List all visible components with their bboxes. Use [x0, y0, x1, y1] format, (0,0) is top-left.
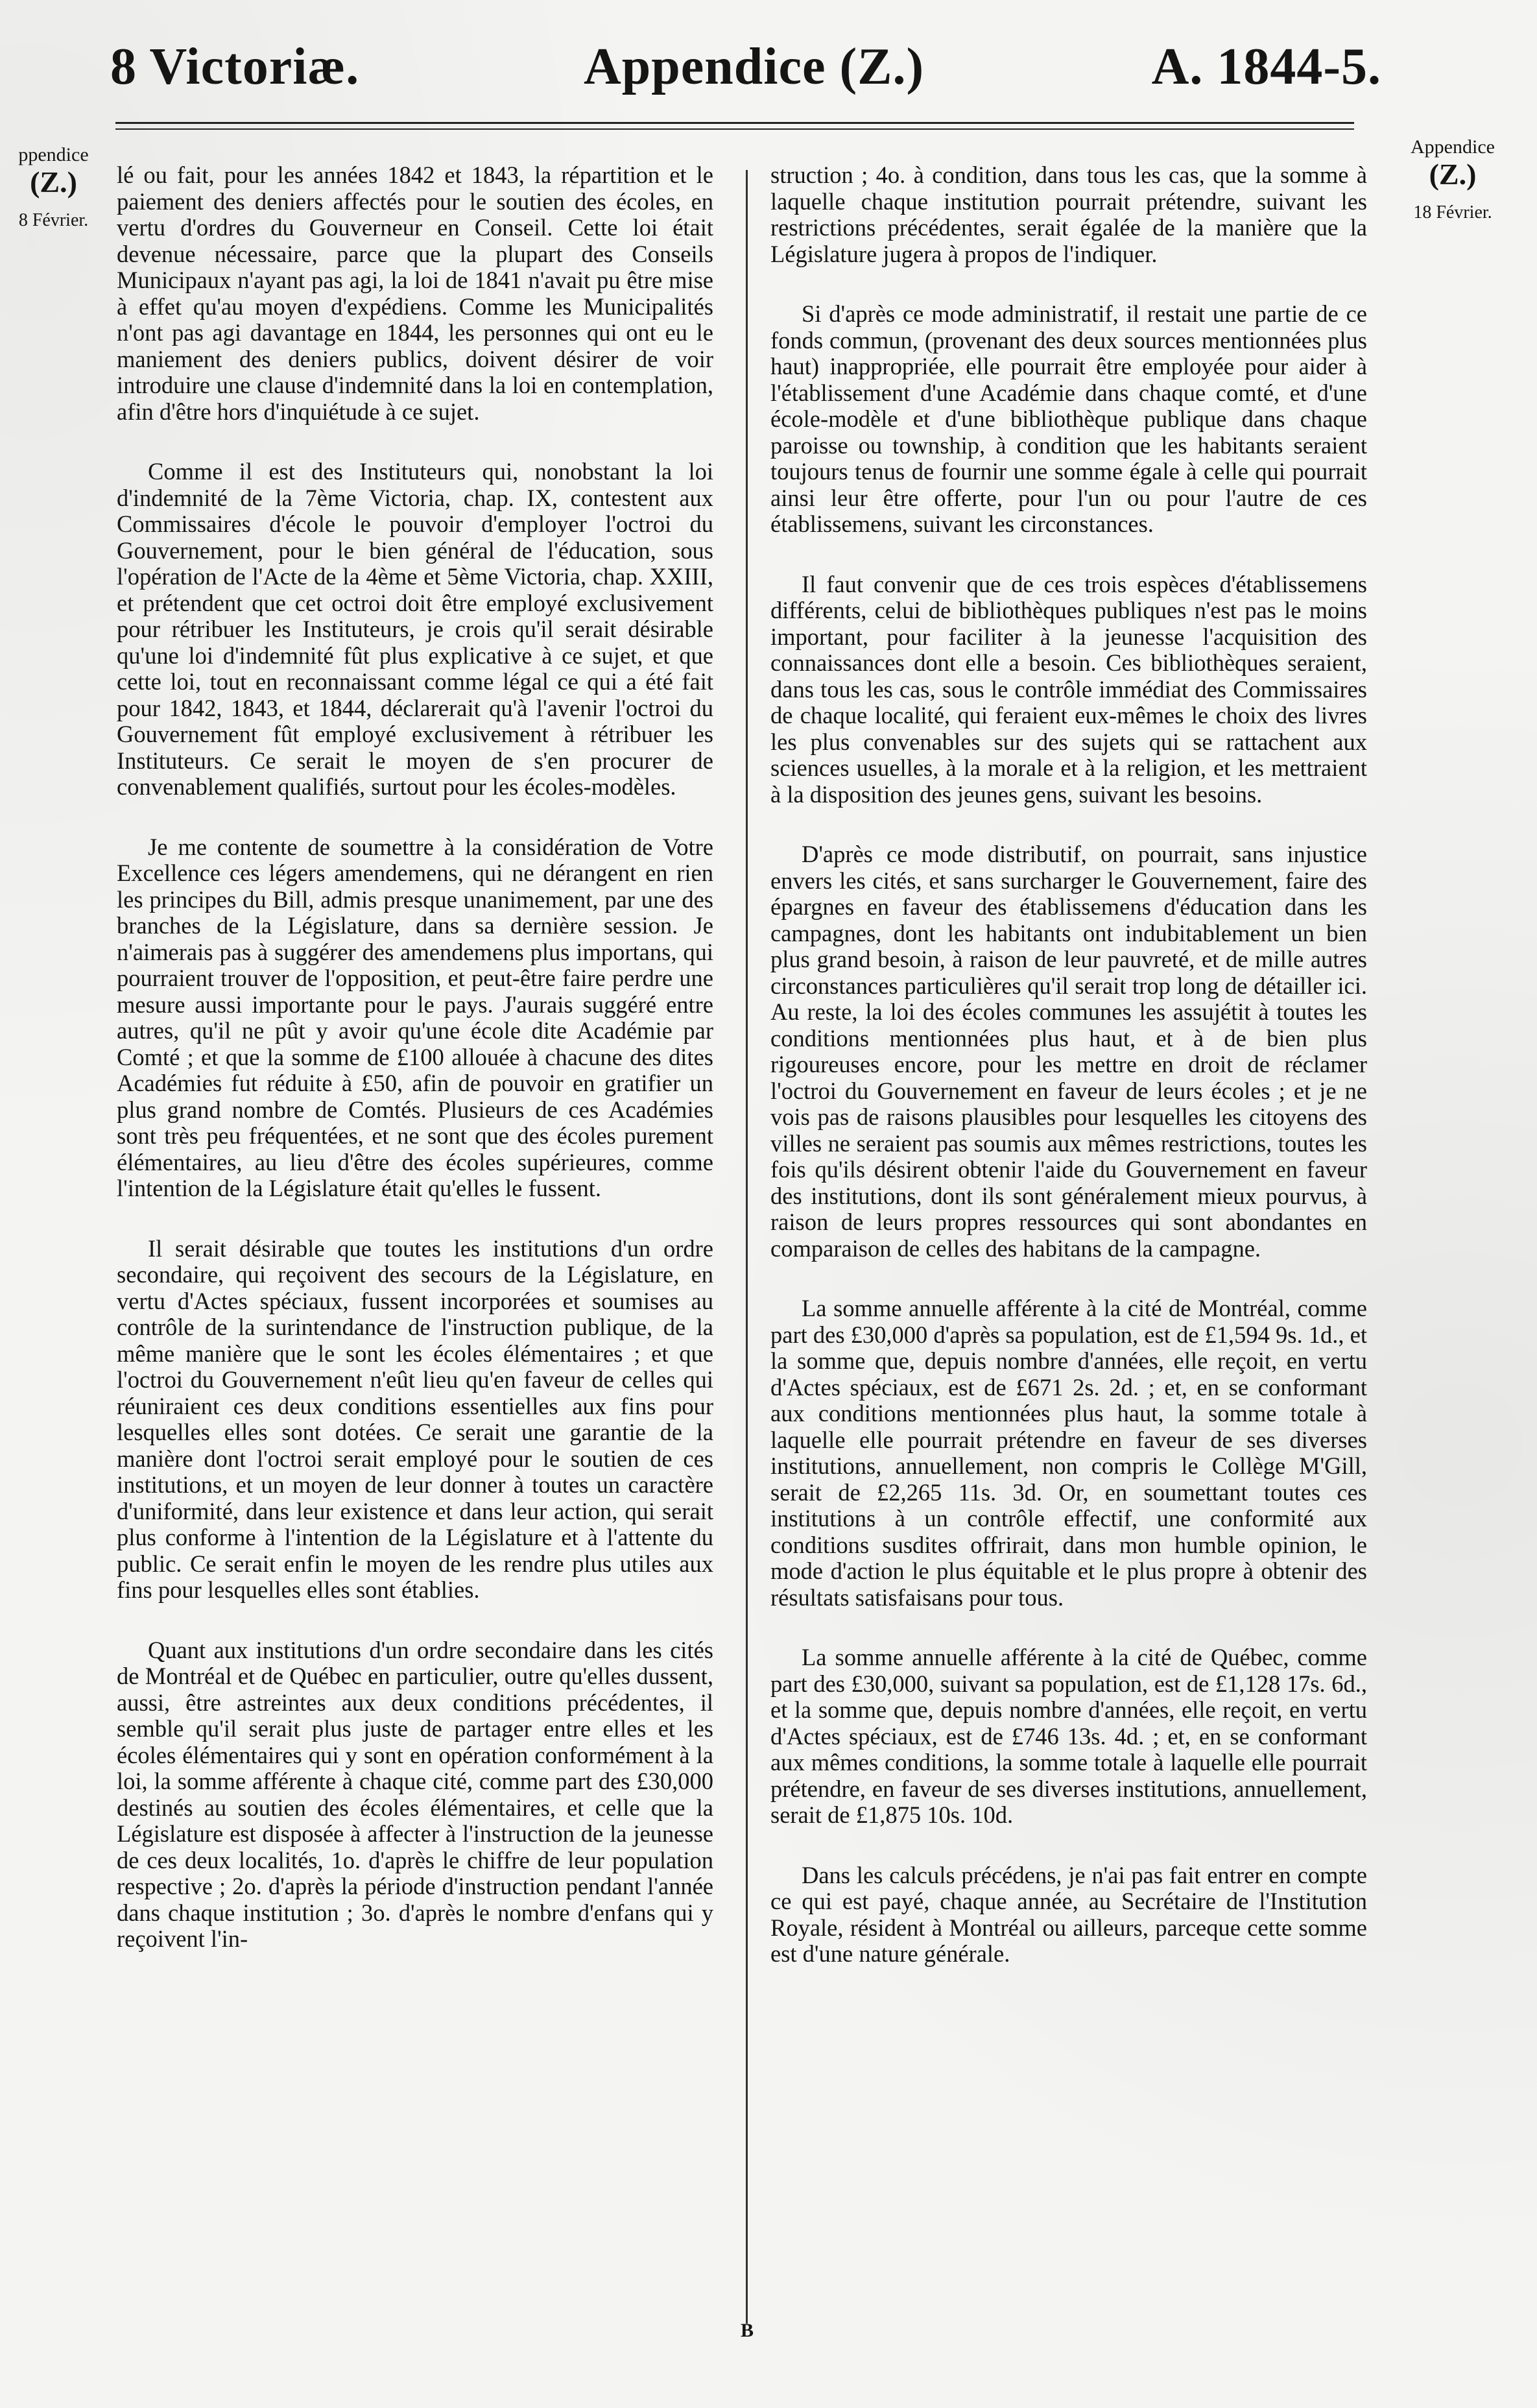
paragraph: D'après ce mode distributif, on pourrait, sans injustice envers les cités, et sans surcharger le Gouvernement, faire des épargnes en faveur des établissemens d'éducation dans les campagnes, dont les habitants ont indubitablement un bien plus grand besoin, à raison de leur pauvreté, et de mille autres circonstances particulières qu'il serait trop long de détailler ici. Au reste, la loi des écoles communes les assujétit à toutes les conditions mentionnées plus haut, et à de bien plus rigoureuses encore, pour les mettre en droit de réclamer l'octroi du Gouvernement en faveur de leurs écoles ; et je ne vois pas de raisons plausibles pour lesquelles les citoyens des villes ne seraient pas soumis aux mêmes restrictions, toutes les fois qu'ils désirent obtenir l'aide du Gouvernement en faveur des institutions, dont ils sont généralement mieux pourvus, à raison de leurs propres ressources qui sont abondantes en comparaison de celles des habitans de la campagne. — [770, 841, 1367, 1262]
paragraph: La somme annuelle afférente à la cité de Québec, comme part des £30,000, suivant sa population, est de £1,128 17s. 6d., et la somme que, depuis nombre d'années, elle reçoit, en vertu d'Actes spéciaux, est de £746 13s. 4d. ; et, en se conformant aux mêmes conditions, la somme totale à laquelle elle pourrait prétendre, en faveur de ses diverses institutions, annuellement, serait de £1,875 10s. 10d. — [770, 1644, 1367, 1828]
paragraph: Si d'après ce mode administratif, il restait une partie de ce fonds commun, (provenant des deux sources mentionnées plus haut) inappropriée, elle pourrait être employée pour aider à l'établissement d'une Académie dans chaque comté, et d'une école-modèle et d'une bibliothèque publique dans chaque paroisse ou township, à condition que les habitants seraient toujours tenus de fournir une somme égale à celle qui pourrait ainsi leur être offerte, pour l'un ou pour l'autre de ces établissemens, suivant les circonstances. — [770, 300, 1367, 537]
paragraph: Quant aux institutions d'un ordre secondaire dans les cités de Montréal et de Québec en particulier, outre qu'elles dussent, aussi, être astreintes aux deux conditions précédentes, il semble qu'il serait plus juste de partager entre elles et les écoles élémentaires qui y sont en opération conformément à la loi, la somme afférente à chaque cité, comme part des £30,000 destinés au soutien des écoles élémentaires, et celle que la Législature est disposée à affecter à l'instruction de la jeunesse de ces deux localités, 1o. d'après le chiffre de leur population respective ; 2o. d'après la période d'instruction pendant l'année dans chaque institution ; 3o. d'après le nombre d'enfans qui y reçoivent l'in- — [117, 1636, 713, 1952]
margin-appendix-label: Appendice — [1411, 136, 1495, 158]
margin-date: 18 Février. — [1413, 202, 1492, 223]
header-rule-thin — [115, 128, 1354, 130]
right-column — [770, 162, 1367, 2001]
margin-appendix-letter: (Z.) — [1429, 158, 1477, 191]
margin-appendix-label: ppendice — [18, 144, 89, 165]
paragraph: Comme il est des Instituteurs qui, nonobstant la loi d'indemnité de la 7ème Victoria, chap. IX, contestent aux Commissaires d'école le pouvoir d'employer l'octroi du Gouvernement, pour le bien général de l'éducation, sous l'opération de l'Acte de la 4ème et 5ème Victoria, chap. XXIII, et prétendent que cet octroi doit être employé exclusivement pour rétribuer les Instituteurs, je crois qu'il serait désirable qu'une loi d'indemnité fût plus explicative à ce sujet, et que cette loi, tout en reconnaissant comme légal ce qui a été fait pour 1842, 1843, et 1844, déclarerait qu'à l'avenir l'octroi du Gouvernement fût employé exclusivement à rétribuer les Instituteurs. Ce serait le moyen de s'en procurer de convenablement qualifiés, surtout pour les écoles-modèles. — [117, 458, 713, 800]
paragraph: Il serait désirable que toutes les institutions d'un ordre secondaire, qui reçoivent des secours de la Législature, en vertu d'Actes spéciaux, fussent incorporées et soumises au contrôle de la surintendance de l'instruction publique, de la même manière que le sont les écoles élémentaires ; et que l'octroi du Gouvernement n'eût lieu qu'en faveur de celles qui réuniraient ces deux conditions essentielles aux fins pour lesquelles elles sont dotées. Ce serait une garantie de la manière dont l'octroi serait employé pour le soutien de ces institutions, et un moyen de leur donner à toutes un caractère d'uniformité, dans leur existence et dans leur action, qui serait plus conforme à l'intention de la Législature et à l'attente du public. Ce serait enfin le moyen de les rendre plus utiles aux fins pour lesquelles elles sont établies. — [117, 1234, 713, 1603]
page-header — [110, 38, 1381, 109]
paragraph: struction ; 4o. à condition, dans tous les cas, que la somme à laquelle chaque institution pourrait prétendre, suivant les restrictions précédentes, serait égalée de la manière que la Législature jugera à propos de l'indiquer. — [770, 162, 1367, 267]
column-divider — [746, 170, 748, 2324]
signature-mark: B — [741, 2320, 754, 2341]
paragraph: Il faut convenir que de ces trois espèces d'établissemens différents, celui de bibliothèques publiques n'est pas le moins important, pour faciliter à la jeunesse l'acquisition des connaissances dont elle a besoin. Ces bibliothèques seraient, dans tous les cas, sous le contrôle immédiat des Commissaires de chaque localité, qui feraient eux-mêmes le choix des livres les plus convenables sur des sujets qui se rattachent aux sciences usuelles, à la morale et à la religion, et les mettraient à la disposition des jeunes gens, suivant les besoins. — [770, 570, 1367, 808]
margin-appendix-letter: (Z.) — [30, 165, 77, 199]
header-rule — [115, 122, 1354, 124]
header-session: 8 Victoriæ. — [110, 38, 360, 95]
paragraph: Je me contente de soumettre à la considération de Votre Excellence ces légers amendemens, qui ne dérangent en rien les principes du Bill, admis presque unanimement, par une des branches de la Législature, dans sa dernière session. Je n'aimerais pas à suggérer des amendemens plus importans, qui pourraient trouver de l'opposition, et peut-être faire perdre une mesure aussi importante pour le pays. J'aurais suggéré entre autres, qu'il ne pût y avoir qu'une école dite Académie par Comté ; et que la somme de £100 allouée à chacune des dites Académies fut réduite à £50, afin de pouvoir en gratifier un plus grand nombre de Comtés. Plusieurs de ces Académies sont très peu fréquentées, et ne sont que des écoles purement élémentaires, au lieu d'être des écoles supérieures, comme l'intention de la Législature était qu'elles le fussent. — [117, 833, 713, 1201]
paragraph: lé ou fait, pour les années 1842 et 1843, la répartition et le paiement des deniers affectés pour le soutien des écoles, en vertu d'ordres du Gouverneur en Conseil. Cette loi était devenue nécessaire, parce que la plupart des Conseils Municipaux n'ayant pas agi, la loi de 1841 n'avait pu être mise à effet qu'au moyen d'expédiens. Comme les Municipalités n'ont pas agi davantage en 1844, les personnes qui ont eu le maniement des deniers publics, doivent désirer de voir introduire une clause d'indemnité dans la loi en contemplation, afin d'être hors d'inquiétude à ce sujet. — [117, 162, 713, 425]
header-appendix: Appendice (Z.) — [584, 38, 925, 95]
paragraph: La somme annuelle afférente à la cité de Montréal, comme part des £30,000 d'après sa population, est de £1,594 9s. 1d., et la somme que, depuis nombre d'années, elle reçoit, en vertu d'Actes spéciaux, est de £671 2s. 2d. ; et, en se conformant aux conditions mentionnées plus haut, la somme totale à laquelle elle pourrait prétendre en faveur de ses diverses institutions, annuellement, non compris le Collège M'Gill, serait de £2,265 11s. 3d. Or, en soumettant toutes ces institutions à un contrôle effectif, une conformité aux conditions susdites offrirait, dans mon humble opinion, le mode d'action le plus équitable et le plus propre à obtenir des résultats satisfaisans pour tous. — [770, 1295, 1367, 1611]
margin-date: 8 Février. — [18, 210, 89, 230]
paragraph: Dans les calculs précédens, je n'ai pas fait entrer en compte ce qui est payé, chaque année, au Secrétaire de l'Institution Royale, résident à Montréal ou ailleurs, parceque cette somme est d'une nature générale. — [770, 1861, 1367, 1967]
left-margin-note — [0, 144, 107, 231]
right-margin-note — [1375, 136, 1531, 223]
left-column — [117, 162, 713, 1986]
header-year: A. 1844-5. — [1151, 38, 1381, 95]
